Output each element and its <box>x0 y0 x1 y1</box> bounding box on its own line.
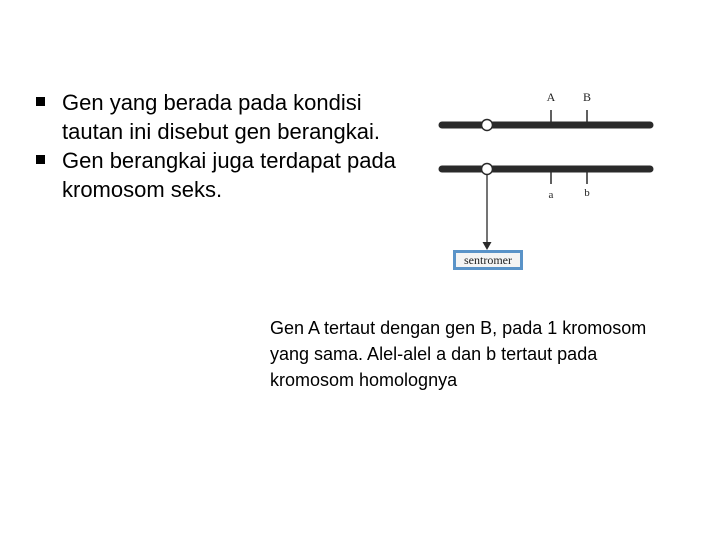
bullet-list <box>36 88 416 204</box>
arrow-down-icon <box>483 242 492 250</box>
chromosome-top <box>442 90 650 131</box>
gene-label-a: a <box>548 189 554 201</box>
centromere-top <box>482 120 493 131</box>
linked-genes-diagram <box>430 80 660 280</box>
chromosome-bottom <box>442 164 650 202</box>
gene-label-A: A <box>546 90 556 104</box>
bullet-item: Gen yang berada pada kondisi tautan ini disebut gen berangkai. <box>36 88 416 146</box>
centromere-pointer <box>483 175 492 250</box>
diagram-caption: Gen A tertaut dengan gen B, pada 1 kromosom yang sama. Alel-alel a dan b tertaut pada kromosom homolognya <box>270 318 647 390</box>
gene-label-b: b <box>584 187 590 199</box>
centromere-label-box <box>453 250 523 270</box>
gene-label-B: B <box>582 90 592 104</box>
bullet-item: Gen berangkai juga terdapat pada kromosom seks. <box>36 146 416 204</box>
centromere-bottom <box>482 164 493 175</box>
centromere-label: sentromer <box>464 253 512 267</box>
